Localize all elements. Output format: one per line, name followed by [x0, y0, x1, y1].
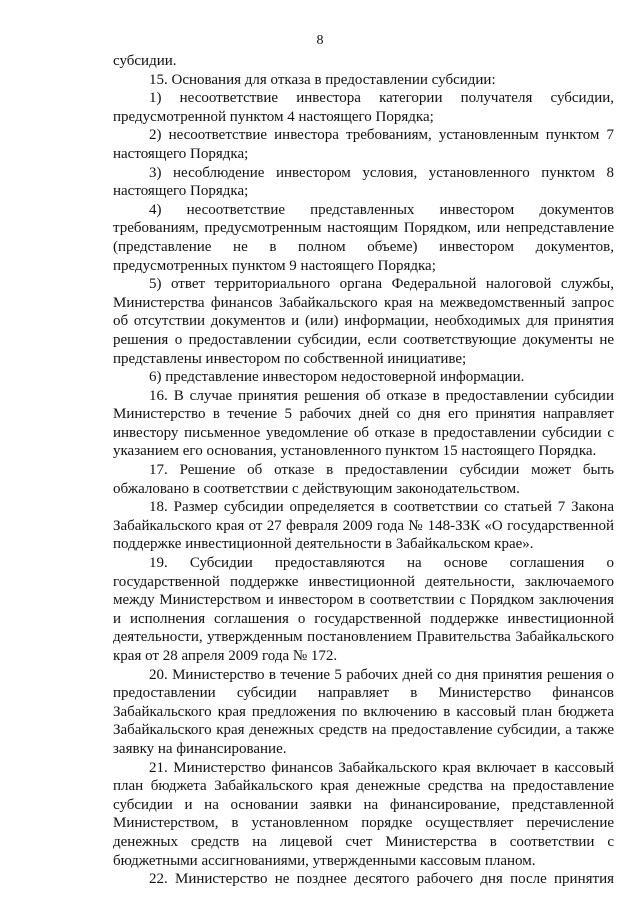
text-line: субсидии. [113, 53, 177, 69]
text-line: Забайкальского края денежных средств на предоставление субсидии, а также [113, 722, 614, 739]
text-line: субсидии и на основании заявки на финансирование, представленной [113, 796, 614, 813]
page-number: 8 [316, 33, 324, 48]
text-line: 2) несоответствие инвестора требованиям, установленным пунктом 7 [149, 127, 614, 144]
text-line: обжаловано в соответствии с действующим законодательством. [113, 480, 520, 497]
text-line: денежных средств на лицевой счет Министерства в соответствии с [113, 833, 614, 850]
text-line: 16. В случае принятия решения об отказе в предоставлении субсидии [149, 387, 614, 404]
text-line: 6) представление инвестором недостоверной информации. [149, 369, 525, 386]
text-line: 21. Министерство финансов Забайкальского края включает в кассовый [149, 759, 614, 776]
text-line: 19. Субсидии предоставляются на основе соглашения о [149, 555, 614, 572]
text-line: план бюджета Забайкальского края денежные средства на предоставление [113, 778, 614, 795]
text-line: 4) несоответствие представленных инвестором документов [149, 201, 614, 218]
text-line: об отсутствии документов и (или) информации, необходимых для принятия [113, 313, 614, 330]
text-line: настоящего Порядка; [113, 145, 249, 162]
text-line: требованиям, предусмотренным настоящим Порядком, или непредставление [113, 220, 614, 237]
text-line: государственной поддержке инвестиционной деятельности, заключаемого [113, 573, 614, 590]
text-line: 17. Решение об отказе в предоставлении субсидии может быть [149, 462, 614, 479]
text-line: деятельности, утвержденным постановлением Правительства Забайкальского [113, 629, 614, 646]
text-line: предусмотренной пунктом 4 настоящего Порядка; [113, 108, 434, 125]
document-body [113, 52, 614, 889]
text-line: (представление не в полном объеме) инвестором документов, [113, 238, 614, 255]
text-line: 15. Основания для отказа в предоставлении субсидии: [149, 71, 496, 88]
text-line: Забайкальского края предложения по включению в кассовый план бюджета [113, 703, 614, 720]
text-line: предусмотренных пунктом 9 настоящего Порядка; [113, 257, 436, 274]
text-line: и исполнения соглашения о государственной поддержке инвестиционной [113, 610, 614, 627]
text-line: указанием его основания, установленного пунктом 15 настоящего Порядка. [113, 443, 597, 460]
text-line: 20. Министерство в течение 5 рабочих дней со дня принятия решения о [149, 666, 614, 683]
text-line: заявку на финансирование. [113, 740, 287, 757]
text-line: 22. Министерство не позднее десятого рабочего дня после принятия [149, 871, 614, 888]
text-line: решения о предоставлении субсидии, если соответствующие документы не [113, 331, 614, 348]
text-line: между Министерством и инвестором в соответствии с Порядком заключения [113, 592, 614, 609]
text-line: поддержке инвестиционной деятельности в Забайкальском крае». [113, 536, 534, 553]
text-line: инвестору письменное уведомление об отказе в предоставлении субсидии с [113, 424, 614, 441]
text-line: бюджетными ассигнованиями, утвержденными кассовым планом. [113, 852, 536, 869]
text-line: Министерство в течение 5 рабочих дней со дня его принятия направляет [113, 406, 614, 423]
text-line: Забайкальского края от 27 февраля 2009 года № 148-ЗЗК «О государственной [113, 517, 614, 534]
text-line: 5) ответ территориального органа Федеральной налоговой службы, [149, 276, 614, 293]
text-line: настоящего Порядка; [113, 183, 249, 200]
text-line: предоставлении субсидии направляет в Министерство финансов [113, 685, 614, 702]
text-line: 1) несоответствие инвестора категории получателя субсидии, [149, 90, 614, 107]
text-line: представлены инвестором по собственной инициативе; [113, 350, 467, 367]
text-line: Министерством, в установленном порядке осуществляет перечисление [113, 815, 614, 832]
text-line: 3) несоблюдение инвестором условия, установленного пунктом 8 [149, 164, 614, 181]
text-line: 18. Размер субсидии определяется в соответствии со статьей 7 Закона [149, 499, 614, 516]
text-line: края от 28 апреля 2009 года № 172. [113, 648, 338, 664]
text-line: Министерства финансов Забайкальского края на межведомственный запрос [113, 294, 614, 311]
